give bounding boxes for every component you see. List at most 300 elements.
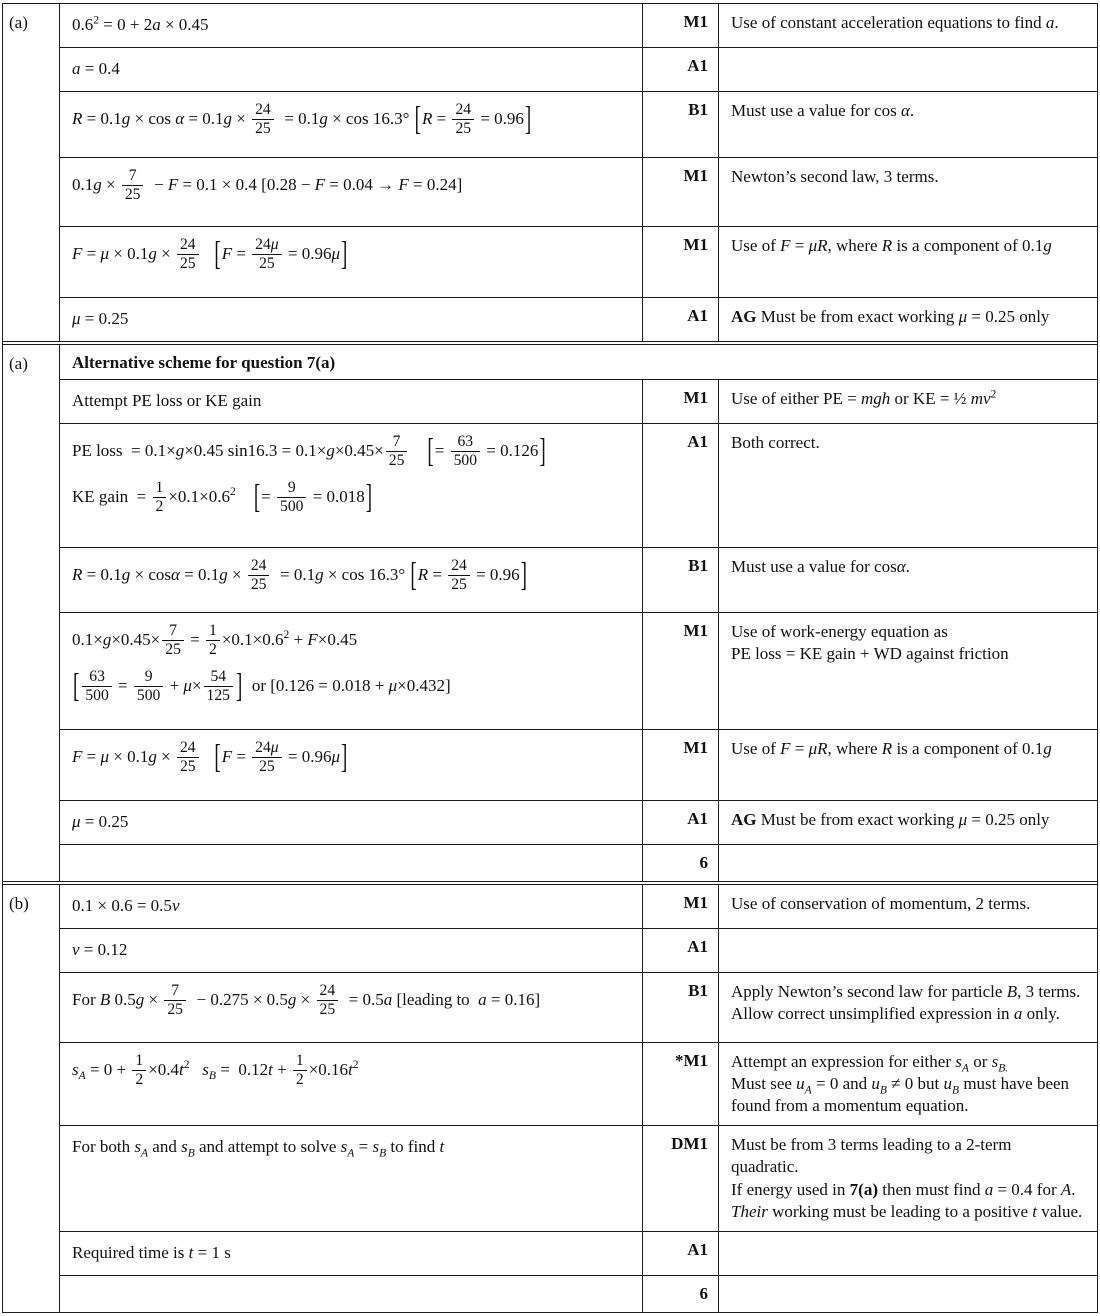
fraction-numerator: 1 [132,1053,146,1071]
subscript: A [347,1146,355,1160]
bold-text: AG [731,306,757,326]
fraction-denominator: 2 [295,1070,304,1088]
comment-cell [719,613,1097,729]
comment-cell [719,1043,1097,1125]
italic-var: g [219,564,228,584]
fraction-numerator: 7 [386,434,408,452]
italic-var: F [307,629,318,649]
scheme-row [60,730,1097,801]
section-body [60,885,1097,1312]
fraction-denominator: 500 [280,498,304,516]
italic-var: u [796,1074,805,1093]
fraction [452,102,474,138]
big-bracket: ] [539,432,546,471]
comment-cell [719,1126,1097,1231]
work-line: μ = 0.25 [72,308,129,328]
italic-var: F [72,746,83,766]
italic-var: t [268,1059,273,1079]
work-line: 0.1×g×0.45× $\frac{7}{25}$ = $\frac{1}{2}$ $\times 0.1\times 0.6^2 + F\times 0.45$ [72,621,358,659]
working-cell [60,613,642,729]
work-line: F = μ × 0.1g × $\frac{24}{25}$ [F = $\frac{24\mu}{25}$ = 0.96μ] [72,235,348,274]
fraction-denominator: 2 [155,498,164,516]
comment-line: Must use a value for cos α. [731,100,915,120]
mark-cell: M1 [642,227,719,297]
italic-var: F [167,174,179,194]
comment-line: AG Must be from exact working μ = 0.25 only [731,306,1050,326]
fraction-denominator: 25 [388,452,405,470]
italic-var: A [1060,1179,1072,1199]
fraction-numerator: 24 [177,740,199,758]
italic-var: α [896,556,906,576]
fraction [164,983,186,1019]
fraction-denominator: 25 [451,576,467,594]
comment-line: Use of F = μR, where R is a component of 0.1g [731,738,1052,758]
italic-var: R [881,235,893,255]
comment-line: AG Must be from exact working μ = 0.25 only [731,809,1050,829]
work-line: R = 0.1g × cos α = 0.1g × $\frac{24}{25}$ = 0.1g × cos 16.3° [R = $\frac{24}{25}$ = 0.96] [72,100,532,139]
fraction-denominator: 25 [255,120,271,138]
fraction-numerator: 24 [448,558,470,576]
fraction-denominator: 500 [85,687,109,705]
italic-var: R [72,108,83,128]
comment-line: Use of either PE = mgh or KE = ½ $mv^2$ [731,387,997,408]
scheme-row [60,973,1097,1043]
working-cell [60,1126,642,1231]
italic-var: B [1006,981,1018,1001]
subscript: B [208,1068,216,1082]
comment-cell [719,845,1097,881]
fraction [177,740,199,776]
italic-var: g [1043,235,1052,255]
subscript: A [961,1060,969,1074]
working-cell [60,929,642,972]
fraction [206,623,220,659]
working-cell [60,424,642,547]
comment-line: Use of F = μR, where R is a component of 0.1g [731,235,1052,255]
subscript: B [187,1146,195,1160]
superscript: 2 [93,13,100,27]
italic-var: μ [100,746,110,766]
subscript: B [952,1083,960,1097]
italic-var: u [871,1074,880,1093]
comment-line: Their working must be leading to a positive t value. [731,1202,1083,1222]
italic-var: F [221,243,233,263]
fraction-numerator: 63 [451,434,480,452]
work-line: [ $\frac{63}{500}$ = $\frac{9}{500}$ + μ× $\frac{54}{125}$ ] or [0.126 = 0.018 + μ×0.432] [73,667,451,706]
fraction [132,1053,146,1089]
bold-text: 7(a) [849,1179,878,1199]
section-body [60,4,1097,341]
fraction [82,669,111,705]
italic-var: g [287,989,297,1009]
italic-var: μ [270,738,279,756]
italic-var: μ [270,235,279,253]
mark-cell: A1 [642,424,719,547]
part-label: (b) [3,885,60,1312]
working-cell [60,885,642,928]
subscript: B [879,1083,887,1097]
scheme-row [60,613,1097,730]
fraction [122,168,144,204]
work-line: Attempt PE loss or KE gain [72,390,262,410]
comment-cell [719,424,1097,547]
superscript: 2 [230,484,236,498]
working-cell [60,730,642,800]
italic-var: g [315,564,324,584]
subscript: B [379,1146,387,1160]
fraction-denominator: 25 [179,255,196,273]
mark-cell: *M1 [642,1043,719,1125]
fraction-numerator: 24 [452,102,474,120]
mark-cell: B1 [642,973,719,1042]
italic-var: g [319,108,328,128]
fraction-denominator: 25 [167,1000,183,1018]
fraction-denominator: 125 [206,687,230,705]
working-cell [60,1232,642,1275]
fraction-denominator: 25 [179,758,196,776]
subscript: A [78,1068,86,1082]
italic-var: a [152,15,161,34]
fraction [252,102,274,138]
big-bracket: [ [73,667,80,706]
mark-cell: M1 [642,613,719,729]
italic-var: μ [331,746,341,766]
big-bracket: [ [414,100,421,139]
fraction-denominator: 25 [250,576,267,594]
comment-cell [719,227,1097,297]
italic-var: t [188,1242,194,1262]
italic-var: μ [72,811,81,831]
part-label: (a) [3,345,60,881]
working-cell [60,298,642,341]
subscript: B. [998,1060,1009,1074]
comment-cell [719,158,1097,226]
fraction [248,558,270,594]
fraction [204,669,233,705]
fraction-denominator: 500 [136,687,161,705]
comment-cell [719,548,1097,612]
comment-cell [719,973,1097,1042]
italic-var: a [72,58,81,78]
fraction-numerator: 24 [252,102,274,120]
section-header: Alternative scheme for question 7(a) [60,345,1097,380]
italic-var: s [72,1059,79,1079]
italic-var: μR [808,738,828,758]
italic-var: R [417,564,429,584]
italic-var: t [439,1136,445,1156]
italic-var: mgh [860,388,891,408]
mark-cell: 6 [642,1276,719,1312]
italic-var: Their [731,1202,768,1222]
italic-var: v [72,939,80,959]
italic-var: R [72,564,83,584]
italic-var: g [121,108,131,128]
italic-var: a [984,1179,994,1199]
fraction [451,434,480,470]
big-bracket: ] [341,738,348,777]
work-line: $0.6^2 = 0 + 2a \times 0.45$ [72,13,209,34]
fraction-denominator: 2 [209,641,217,659]
work-line: 0.1g × $\frac{7}{25}$ − F = 0.1 × 0.4 [0.28 − F = 0.04 → F = 0.24] [72,166,463,204]
comment-cell [719,1276,1097,1312]
italic-var: μ [958,306,968,326]
fraction [448,558,470,594]
work-line: 0.1 × 0.6 = 0.5v [72,895,180,915]
italic-var: g [93,174,102,194]
comment-line: Use of constant acceleration equations to find a. [731,13,1059,32]
comment-cell [719,929,1097,972]
work-line: F = μ × 0.1g × $\frac{24}{25}$ [F = $\frac{24\mu}{25}$ = 0.96μ] [72,738,348,777]
work-line: a = 0.4 [72,58,120,78]
fraction [162,623,184,659]
comment-cell [719,380,1097,423]
italic-var: α [175,108,185,128]
italic-var: g [148,243,157,263]
work-line: PE loss = 0.1×g×0.45 sin16.3 = 0.1×g×0.45× $\frac{7}{25}$ [= $\frac{63}{500}$ = 0.126] [72,432,546,471]
scheme-row [60,227,1097,298]
italic-var: v [171,895,180,915]
superscript: 2 [183,1057,190,1071]
italic-var: g [1043,738,1052,758]
italic-var: t [348,1059,353,1079]
section-part-a [3,4,1097,341]
big-bracket: [ [253,478,261,517]
mark-cell: DM1 [642,1126,719,1231]
comment-cell [719,4,1097,47]
italic-var: a [478,989,487,1009]
comment-cell [719,298,1097,341]
working-cell [60,548,642,612]
scheme-row [60,1276,1097,1312]
italic-var: s [181,1136,188,1156]
superscript: 2 [990,387,997,401]
subscript: A [804,1083,812,1097]
fraction [293,1053,307,1089]
mark-cell: M1 [642,158,719,226]
italic-var: μ [100,243,110,263]
working-cell [60,227,642,297]
fraction-numerator: 1 [293,1053,307,1071]
fraction-numerator: 24μ [252,237,281,255]
comment-line: Allow correct unsimplified expression in a only. [731,1004,1060,1023]
fraction-denominator: 25 [455,120,472,138]
mark-cell: M1 [642,730,719,800]
fraction [177,237,199,273]
italic-var: F [72,243,83,263]
work-line: μ = 0.25 [72,811,129,831]
scheme-row [60,1043,1097,1126]
fraction-numerator: 63 [82,669,111,687]
italic-var: t [1032,1202,1037,1222]
working-cell [60,48,642,91]
italic-var: g [148,746,157,766]
italic-var: μ [183,675,192,695]
comment-cell [719,1232,1097,1275]
italic-var: g [223,108,233,128]
italic-var: mv [970,388,991,408]
fraction-numerator: 54 [204,669,233,687]
work-line: v = 0.12 [72,939,128,959]
italic-var: s [202,1059,209,1079]
italic-var: α [900,100,910,120]
italic-var: g [102,629,112,649]
comment-line: found from a momentum equation. [731,1096,969,1116]
fraction-numerator: 7 [164,983,186,1001]
fraction-denominator: 25 [259,758,275,776]
comment-line: Must use a value for cosα. [731,556,910,576]
italic-var: μR [808,235,828,255]
italic-var: s [134,1136,141,1156]
big-bracket: ] [520,556,528,595]
fraction-numerator: 9 [134,669,163,687]
fraction-denominator: 2 [135,1070,144,1088]
big-bracket: ] [235,667,243,706]
mark-cell: M1 [642,380,719,423]
fraction-numerator: 9 [277,480,306,498]
scheme-row [60,4,1097,48]
scheme-row [60,158,1097,227]
comment-cell [719,730,1097,800]
fraction-numerator: 7 [162,623,184,641]
working-cell [60,845,642,881]
mark-scheme-table [2,3,1098,1313]
italic-var: a [1013,1004,1023,1023]
scheme-row [60,548,1097,613]
mark-cell: A1 [642,298,719,341]
work-line: KE gain = $\frac{1}{2}$ $\times 0.1\times 0.6^2$ [= $\frac{9}{500}$ = 0.018] [72,478,373,517]
scheme-row [60,845,1097,881]
working-cell [60,4,642,47]
italic-var: s [372,1136,380,1156]
mark-cell: A1 [642,801,719,844]
section-body [60,345,1097,881]
scheme-row [60,929,1097,973]
scheme-row [60,48,1097,92]
comment-line: Must see $u_A = 0$ and $u_B \ne 0$ but $u_B$ must have been [731,1074,1070,1097]
big-bracket: [ [410,556,417,595]
italic-var: g [175,440,185,460]
italic-var: F [221,746,233,766]
mark-cell: M1 [642,885,719,928]
fraction-numerator: 7 [122,168,144,186]
italic-var: R [881,738,893,758]
scheme-row [60,1232,1097,1276]
working-cell [60,92,642,157]
bold-text: AG [731,809,757,829]
fraction-denominator: 25 [259,255,275,273]
superscript: 2 [352,1057,359,1071]
italic-var: a [1045,13,1055,32]
big-bracket: ] [365,478,373,517]
comment-cell [719,92,1097,157]
big-bracket: [ [214,738,221,777]
fraction-denominator: 25 [319,1000,336,1018]
italic-var: B [99,989,111,1009]
working-cell [60,380,642,423]
fraction-numerator: 24 [248,558,270,576]
scheme-row [60,92,1097,158]
fraction [153,480,167,516]
italic-var: t [179,1059,184,1079]
mark-cell: A1 [642,1232,719,1275]
italic-var: μ [72,308,81,328]
comment-cell [719,48,1097,91]
comment-cell [719,801,1097,844]
italic-var: F [314,174,326,194]
italic-var: α [170,564,180,584]
italic-var: g [121,564,131,584]
scheme-row [60,885,1097,929]
fraction [252,237,281,273]
scheme-row [60,801,1097,845]
comment-line: Both correct. [731,432,820,452]
fraction [277,480,306,516]
fraction-numerator: 24 [177,237,199,255]
italic-var: s [991,1051,999,1071]
mark-cell: A1 [642,48,719,91]
working-cell [60,158,642,226]
subscript: A [140,1146,149,1160]
working-cell [60,1276,642,1312]
italic-var: F [398,174,409,194]
fraction-numerator: 1 [206,623,220,641]
work-line: For both $s_A$ and $s_B$ and attempt to solve $s_A = s_B$ to find t [72,1136,445,1160]
big-bracket: ] [524,100,532,139]
italic-var: μ [388,675,398,695]
fraction [134,669,163,705]
italic-var: s [340,1136,348,1156]
italic-var: R [421,108,433,128]
comment-line: If energy used in 7(a) then must find a = 0.4 for A. [731,1179,1076,1199]
fraction [386,434,408,470]
scheme-row [60,424,1097,548]
comment-line: PE loss = KE gain + WD against friction [731,644,1009,664]
scheme-row [60,298,1097,341]
fraction-denominator: 25 [124,186,141,204]
comment-line: Use of conservation of momentum, 2 terms. [731,893,1031,913]
part-label: (a) [3,4,60,341]
fraction-denominator: 25 [165,641,181,659]
working-cell [60,1043,642,1125]
comment-line: Use of work-energy equation as [731,621,948,641]
comment-line: Apply Newton’s second law for particle B, 3 terms. [731,981,1081,1001]
big-bracket: ] [341,235,348,274]
fraction-numerator: 1 [153,480,167,498]
italic-var: s [955,1051,962,1071]
fraction [252,740,281,776]
work-line: R = 0.1g × cosα = 0.1g × $\frac{24}{25}$ = 0.1g × cos 16.3° [R = $\frac{24}{25}$ = 0.96] [72,556,528,595]
italic-var: μ [958,809,968,829]
comment-line: Attempt an expression for either $s_A$ or $s_{B.}$ [731,1051,1009,1074]
italic-var: F [780,738,791,758]
mark-cell: 6 [642,845,719,881]
mark-cell: B1 [642,92,719,157]
scheme-row [60,380,1097,424]
working-cell [60,973,642,1042]
scheme-row [60,1126,1097,1232]
mark-cell: M1 [642,4,719,47]
comment-line: quadratic. [731,1157,799,1177]
section-part-b [3,885,1097,1312]
section-part-a [3,345,1097,881]
comment-line: Newton’s second law, 3 terms. [731,166,939,186]
italic-var: F [780,235,791,255]
italic-var: a [383,989,393,1009]
comment-line: Must be from 3 terms leading to a 2-term [731,1134,1012,1154]
fraction-numerator: 24 [317,983,339,1001]
italic-var: u [943,1074,952,1093]
working-cell [60,801,642,844]
